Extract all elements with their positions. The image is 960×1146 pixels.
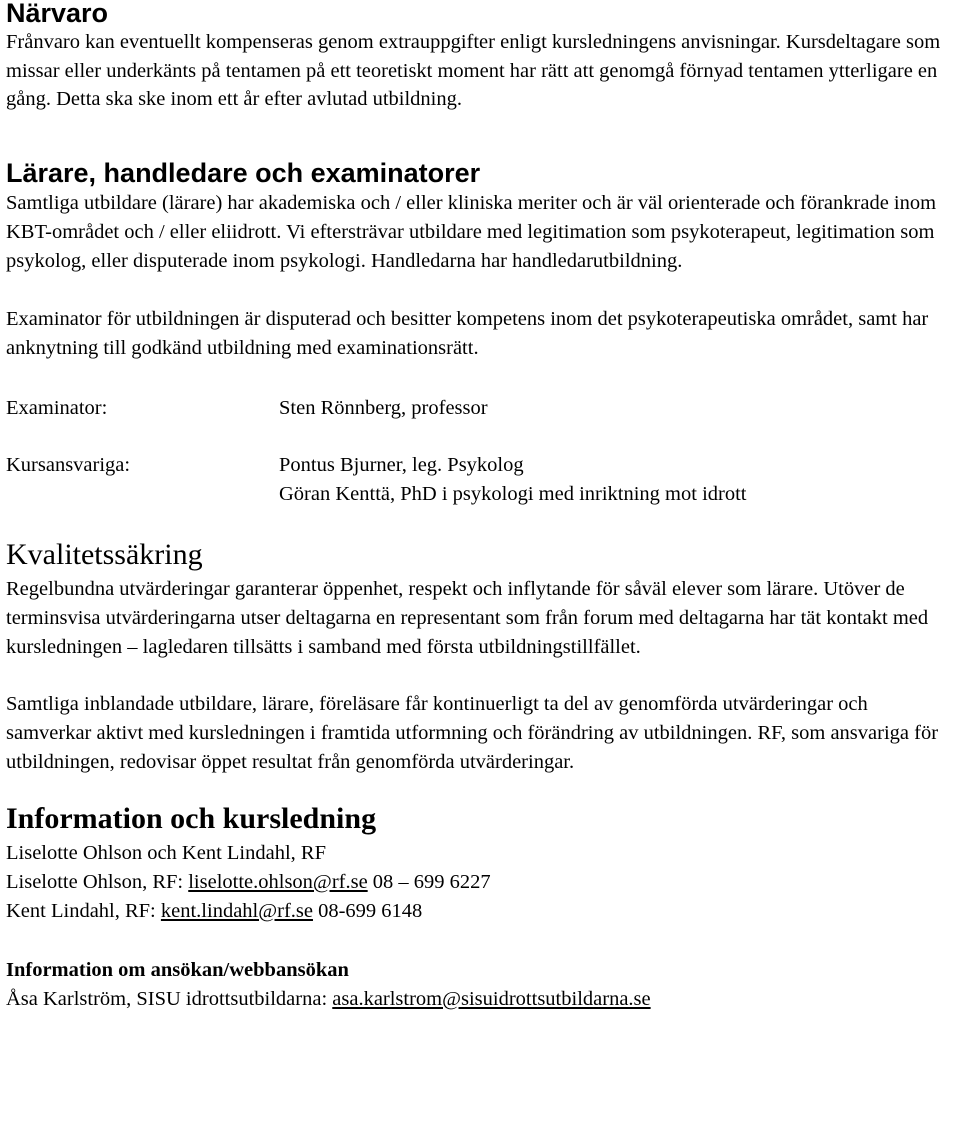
spacer [6,662,956,690]
ansokan-prefix: Åsa Karlström, SISU idrottsutbildarna: [6,987,333,1010]
kursansvariga-1: Pontus Bjurner, leg. Psykolog [279,453,524,476]
paragraph-narvaro: Frånvaro kan eventuellt kompenseras genom extrauppgifter enligt kursledningens anvisningar. Kursdeltagare som missar eller underkänts på tentamen på ett teoretiskt moment har rätt att genomgå förnyad tentamen ytterligare en gång. Detta ska ske inom ett år efter avlutad utbildning. [6,31,941,110]
spacer [6,509,956,538]
paragraph-larare-1: Samtliga utbildare (lärare) har akademiska och / eller kliniska meriter och är väl orienterade och förankrade inom KBT-området och / eller eliidrott. Vi eftersträvar utbildare med legitimation som psykoterapeut, legitimation som psykolog, eller disputerade inom psykologi. Handledarna har handledarutbildning. [6,191,937,272]
spacer [6,777,956,802]
ansokan-line [6,985,956,1014]
kursansvariga-row [6,451,956,509]
heading-kvalitetssakring: Kvalitetssäkring [6,537,203,571]
paragraph-larare-2: Examinator för utbildningen är disputerad och besitter kompetens inom det psykoterapeutiska området, samt har anknytning till godkänd utbildning med examinationsrätt. [6,307,929,359]
spacer [6,363,956,394]
heading-ansokan: Information om ansökan/webbansökan [6,958,349,981]
spacer [6,423,956,451]
info-line-3-prefix: Kent Lindahl, RF: [6,899,161,922]
email-link-kent[interactable]: kent.lindahl@rf.se [160,899,313,922]
info-line-1: Liselotte Ohlson och Kent Lindahl, RF [6,841,326,864]
kursansvariga-label: Kursansvariga: [6,453,131,476]
info-line-2 [6,868,956,897]
spacer [6,926,956,956]
examinator-value: Sten Rönnberg, professor [279,396,488,419]
info-line-2-phone: 08 – 699 6227 [367,870,491,893]
paragraph-kvalitet-2: Samtliga inblandade utbildare, lärare, föreläsare får kontinuerligt ta del av genomförda utvärderingar och samverkar aktivt med kursledningen i framtida utformning och förändring av utbildningen. RF, som ansvariga för utbildningen, redovisar öppet resultat från genomförda utvärderingar. [6,692,939,773]
kursansvariga-2: Göran Kenttä, PhD i psykologi med inriktning mot idrott [279,482,747,505]
document-page [6,0,956,1014]
email-link-liselotte[interactable]: liselotte.ohlson@rf.se [188,870,368,893]
info-line-3-phone: 08-699 6148 [312,899,423,922]
info-line-2-prefix: Liselotte Ohlson, RF: [6,870,189,893]
email-link-asa[interactable]: asa.karlstrom@sisuidrottsutbildarna.se [332,987,651,1010]
examinator-label: Examinator: [6,396,108,419]
heading-larare: Lärare, handledare och examinatorer [6,157,481,188]
paragraph-kvalitet-1: Regelbundna utvärderingar garanterar öppenhet, respekt och inflytande för såväl elever som lärare. Utöver de terminsvisa utvärderingarna utser deltagarna en representant som från forum med deltagarna har tät kontakt med kursledningen – lagledaren tillsätts i samband med första utbildningstillfället. [6,577,929,658]
examinator-row [6,394,956,423]
heading-information: Information och kursledning [6,801,377,835]
heading-narvaro: Närvaro [6,0,109,28]
info-line-3 [6,897,956,926]
spacer [6,276,956,305]
spacer [6,114,956,158]
kursansvariga-values [279,451,746,509]
